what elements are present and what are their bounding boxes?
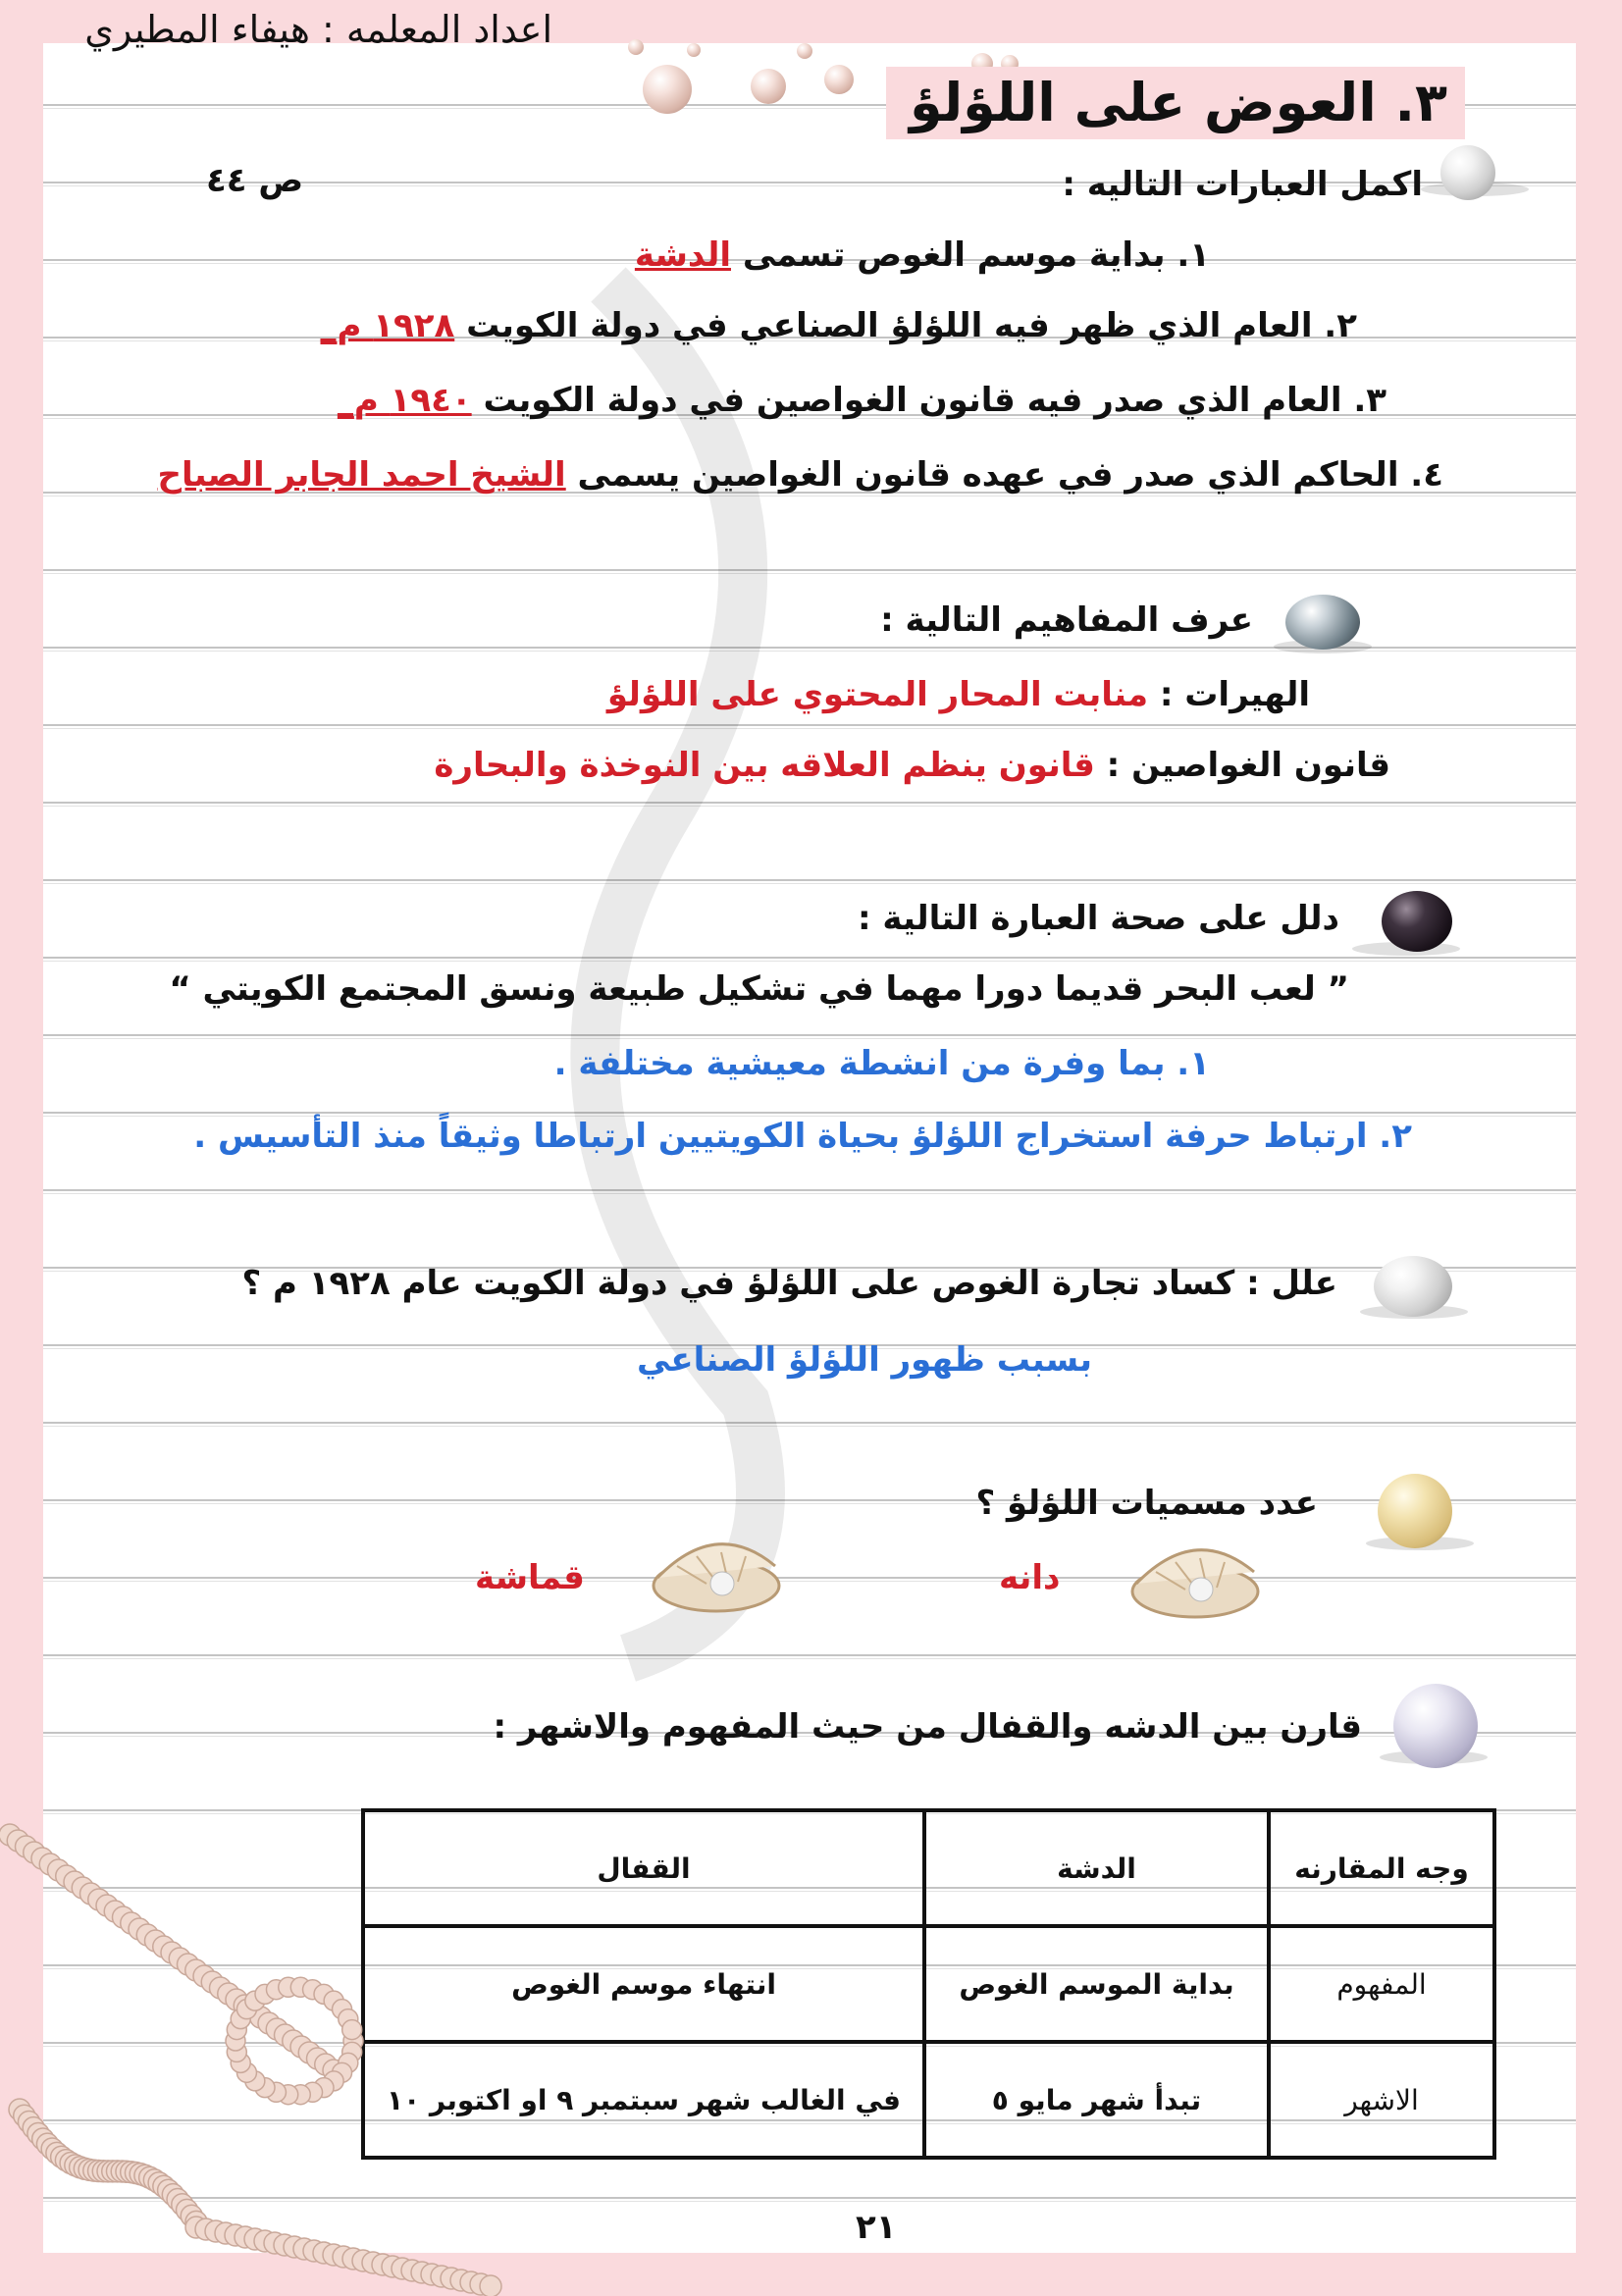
- answer-2: ١٩٢٨ م_: [320, 306, 455, 345]
- section6-heading: قارن بين الدشه والقفال من حيث المفهوم والاشهر :: [493, 1707, 1362, 1747]
- definition-2: قانون الغواصين : قانون ينظم العلاقه بين النوخذة والبحارة: [434, 746, 1390, 785]
- teacher-name: اعداد المعلمه : هيفاء المطيري: [84, 8, 552, 51]
- watermark: [549, 226, 903, 1697]
- proof-1: ١. بما وفرة من انشطة معيشية مختلفة .: [553, 1044, 1210, 1083]
- answer-4: الشيخ احمد الجابر الصباح: [157, 455, 566, 495]
- pearl-icon: [1393, 1684, 1478, 1768]
- table-header: القفال: [363, 1810, 924, 1926]
- lesson-title: ٣. العوض على اللؤلؤ: [886, 67, 1465, 139]
- pearl-necklace: [0, 1815, 510, 2296]
- oyster-icon: [648, 1527, 785, 1615]
- pearl-icon: [1382, 891, 1452, 952]
- page-number: ٢١: [856, 2208, 897, 2247]
- table-header: الدشة: [924, 1810, 1269, 1926]
- fill-item-1: ١. بداية موسم الغوص تسمى الدشة: [634, 235, 1210, 275]
- reason-question: علل : كساد تجارة الغوص على اللؤلؤ في دولة الكويت عام ١٩٢٨ م ؟: [241, 1264, 1337, 1303]
- quote: ” لعب البحر قديما دورا مهما في تشكيل طبيعة ونسق المجتمع الكويتي “: [169, 969, 1349, 1009]
- proof-2: ٢. ارتباط حرفة استخراج اللؤلؤ بحياة الكويتيين ارتباطا وثيقاً منذ التأسيس .: [193, 1117, 1412, 1156]
- fill-item-4: ٤. الحاكم الذي صدر في عهده قانون الغواصين يسمى الشيخ احمد الجابر الصباح: [157, 455, 1443, 495]
- oyster-icon: [1126, 1533, 1264, 1621]
- page-reference: ص ٤٤: [206, 161, 304, 200]
- pearl-icon: [1374, 1256, 1452, 1317]
- table-cell: الاشهر: [1269, 2042, 1494, 2158]
- table-cell: المفهوم: [1269, 1926, 1494, 2042]
- table-cell: بداية الموسم الغوص: [924, 1926, 1269, 2042]
- pearl-name-1: دانه: [999, 1558, 1061, 1597]
- section3-heading: دلل على صحة العبارة التالية :: [857, 899, 1339, 938]
- definition-1: الهيرات : منابت المحار المحتوي على اللؤلؤ: [606, 675, 1310, 714]
- pearl-icon: [1285, 595, 1360, 650]
- table-cell: تبدأ شهر مايو ٥: [924, 2042, 1269, 2158]
- answer-3: ١٩٤٠ م_: [337, 381, 472, 420]
- pearl-icon: [1378, 1474, 1452, 1548]
- table-header: وجه المقارنه: [1269, 1810, 1494, 1926]
- answer-1: الدشة: [634, 235, 731, 275]
- section2-heading: عرف المفاهيم التالية :: [880, 600, 1253, 640]
- comparison-table: [361, 1808, 1496, 2160]
- pearl-icon: [1440, 145, 1495, 200]
- section1-heading: اكمل العبارات التاليه :: [1062, 165, 1423, 204]
- table-cell: في الغالب شهر سبتمبر ٩ او اكتوبر ١٠: [363, 2042, 924, 2158]
- fill-item-3: ٣. العام الذي صدر فيه قانون الغواصين في دولة الكويت ١٩٤٠ م_: [337, 381, 1387, 420]
- section5-heading: عدد مسميات اللؤلؤ ؟: [975, 1484, 1318, 1523]
- fill-item-2: ٢. العام الذي ظهر فيه اللؤلؤ الصناعي في دولة الكويت ١٩٢٨ م_: [320, 306, 1357, 345]
- pearl-name-2: قماشة: [475, 1558, 585, 1597]
- table-cell: انتهاء موسم الغوص: [363, 1926, 924, 2042]
- reason-answer: بسبب ظهور اللؤلؤ الصناعي: [637, 1340, 1092, 1380]
